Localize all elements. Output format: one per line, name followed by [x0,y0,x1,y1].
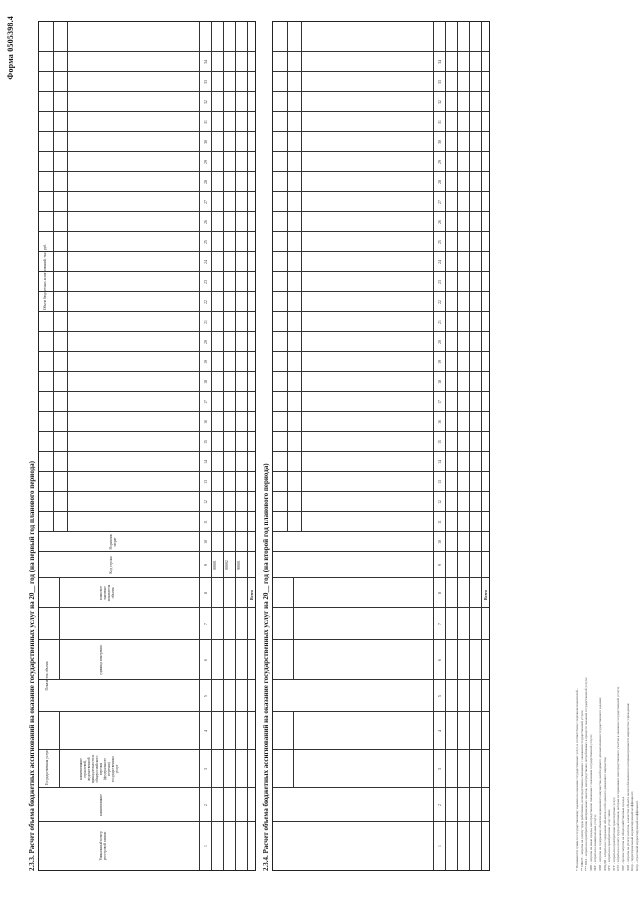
column-number: 16 [204,420,208,424]
footnote: ЗТУ - затраты на приобретение транспортных услуг; [611,796,616,871]
column-number: 6 [204,659,208,661]
header-gos-usluga: Государственная услуга [45,748,49,786]
table1 [38,21,256,871]
footnote: ЗКУ - затраты на коммунальные услуги; [593,814,598,871]
column-number: 20 [438,340,442,344]
row-divider [247,22,248,870]
header-divider [59,578,60,680]
footnote: ЗУС - затраты на приобретение услуг связи; [607,809,612,871]
row-divider [235,22,236,870]
row-code: 90001 [237,560,241,570]
column-number: 14 [438,460,442,464]
header-napravlenie: наименование отраслевой, ведомственной принадлежности и общероссийского перечня (федерального перечня) государственных услуг [79,754,119,784]
column-number: 20 [204,340,208,344]
column-number: 32 [438,100,442,104]
column-number: 16 [438,420,442,424]
table2-title: 2.3.4. Расчет объема бюджетных ассигнований на оказание государственных услуг на 20__ год (на второй год планового периода) [262,463,270,871]
footnote: ЗИН - затраты на иные нужды, непосредственно связанные с оказанием государственной услуги; [588,734,593,871]
column-number: 33 [438,80,442,84]
total-label: Всего [483,590,488,600]
column-number: 2 [204,804,208,806]
footnote: ЗПР - прочие затраты на общехозяйственные нужды; [620,796,625,871]
column-number: 11 [438,520,442,524]
column-number: 2 [438,804,442,806]
column-number: 30 [438,140,442,144]
footnote: ** ОФОТ - затраты на оплату труда работников, непосредственно связанных с оказанием государственной услуги; [579,709,584,871]
column-number: 22 [438,300,442,304]
total-label: Всего [249,590,254,600]
row-divider [199,22,200,870]
column-number: 13 [204,480,208,484]
row-divider [457,22,458,870]
column-number: 23 [204,280,208,284]
header-divider [53,22,54,532]
column-number: 24 [438,260,442,264]
column-number: 25 [204,240,208,244]
header-pokazatel: Показатель объема [45,661,49,691]
column-number: 7 [438,623,442,625]
column-number: 6 [438,659,442,661]
header-divider [293,712,294,788]
column-number: 9 [438,564,442,566]
row-divider [211,22,212,870]
column-number: 31 [204,120,208,124]
column-number: 4 [204,730,208,732]
header-plan-znach: плановое значение показателя объема [99,584,115,602]
column-number: 19 [204,360,208,364]
header-divider [293,578,294,680]
form-label: Форма 0505398.4 [6,16,15,80]
header-normativ: Норматив затрат [109,534,117,550]
header-divider [287,22,288,532]
header-divider [301,22,302,532]
column-number: 5 [204,695,208,697]
footnote: * Указываются сумма по государственному заданию на оказание государственных услуг, в соответствии с перечнем показателей... [575,687,579,871]
table2 [272,21,490,871]
row-divider [469,22,470,870]
column-number: 31 [438,120,442,124]
row-divider [433,22,434,870]
column-number: 24 [204,260,208,264]
column-number: 1 [438,845,442,847]
column-number: 21 [438,320,442,324]
table1-title: 2.3.3. Расчет объема бюджетных ассигнований на оказание государственных услуг на 20__ год (на первый год планового периода) [28,460,36,871]
header-ed-izm: единица измерения [99,645,103,675]
column-number: 3 [438,768,442,770]
column-number: 19 [438,360,442,364]
column-number: 26 [204,220,208,224]
column-number: 34 [204,60,208,64]
row-code: 00001 [213,560,217,570]
column-number: 17 [438,400,442,404]
row-divider [223,22,224,870]
footnote: Котр - отраслевой корректирующий коэффициент. [634,800,639,871]
column-number: 4 [438,730,442,732]
column-number: 13 [438,480,442,484]
column-number: 15 [438,440,442,444]
footnote: ЗОЦДИ - затраты на содержание объектов особо ценного движимого имущества; [602,756,607,871]
column-number: 27 [438,200,442,204]
footnote: Ктер - территориальный корректирующий коэффициент; [630,791,635,871]
column-number: 28 [438,180,442,184]
column-number: 18 [438,380,442,384]
column-number: 30 [204,140,208,144]
footnote: ОТ2 - затраты на оплату труда работников, которые не принимают непосредственного участия в оказании государственной услуги; [616,686,621,871]
column-number: 5 [438,695,442,697]
footnote: *** ЗМЗ - затраты на приобретение материальных запасов, непосредственно потребляемых в процессе оказания государственной услуги; [584,677,589,871]
column-number: 8 [204,592,208,594]
header-divider [59,712,60,788]
footnotes [575,21,639,871]
column-number: 18 [204,380,208,384]
column-number: 28 [204,180,208,184]
column-number: 27 [204,200,208,204]
column-number: 7 [204,623,208,625]
column-number: 14 [204,460,208,464]
header-obem: Объем бюджетных ассигнований, тыс. руб. [43,243,47,311]
row-code: 00002 [225,560,229,570]
column-number: 10 [204,540,208,544]
row-divider [481,22,482,870]
column-number: 15 [204,440,208,444]
header-kod-stroki: Код строки [109,556,113,574]
column-number: 34 [438,60,442,64]
column-number: 17 [204,400,208,404]
column-number: 12 [204,500,208,504]
column-number: 22 [204,300,208,304]
column-number: 21 [204,320,208,324]
column-number: 32 [204,100,208,104]
column-number: 8 [438,592,442,594]
column-number: 23 [438,280,442,284]
column-number: 26 [438,220,442,224]
column-number: 25 [438,240,442,244]
column-number: 9 [204,564,208,566]
header-naimenovanie: наименование [99,794,103,816]
column-number: 10 [438,540,442,544]
column-number: 29 [204,160,208,164]
column-number: 33 [204,80,208,84]
footnote: ЗОН - затраты на уплату налогов, в качестве объекта налогообложения по которым признается имущество учреждения; [625,702,630,871]
footnote: ЗНИ - затраты на содержание объектов недвижимого имущества, необходимого для выполнения государственного задания; [597,697,602,871]
header-divider [67,22,68,532]
column-number: 12 [438,500,442,504]
row-divider [445,22,446,870]
column-number: 1 [204,845,208,847]
column-number: 11 [204,520,208,524]
column-number: 29 [438,160,442,164]
header-reg-num: Уникальный номер реестровой записи [99,831,107,861]
column-number: 3 [204,768,208,770]
